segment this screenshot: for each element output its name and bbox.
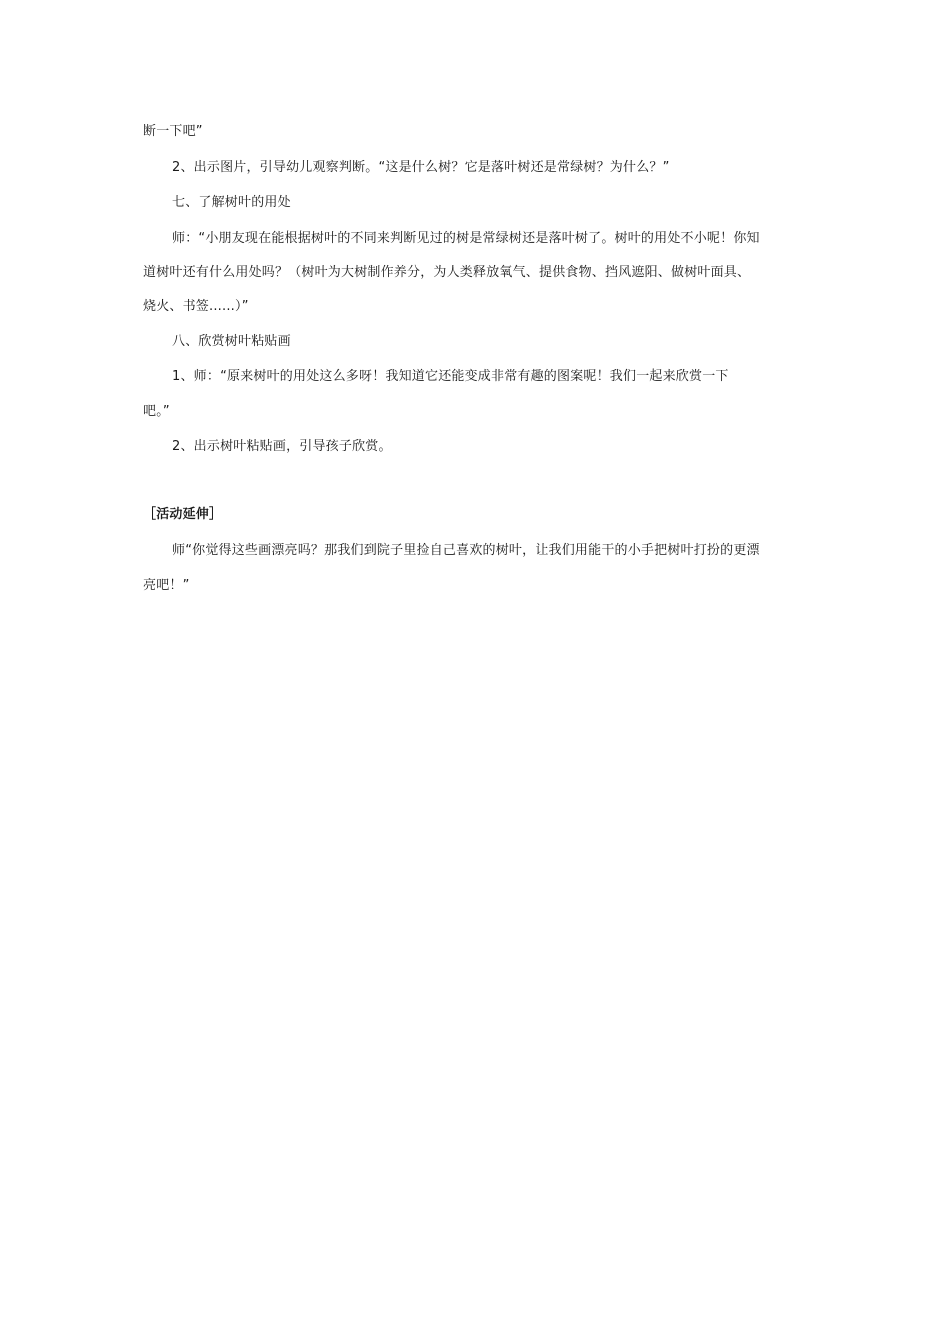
text-line-2: 2、出示图片，引导幼儿观察判断。“这是什么树？它是落叶树还是常绿树？为什么？” [172, 160, 670, 175]
section-heading-8: 八、欣赏树叶粘贴画 [172, 334, 291, 349]
text-line-13: 亮吧！” [143, 578, 190, 593]
text-line-10: 2、出示树叶粘贴画，引导孩子欣赏。 [172, 439, 392, 454]
text-line-6: 烧火、书签......）” [143, 299, 249, 314]
text-line-1: 断一下吧” [143, 124, 203, 139]
section-heading-7: 七、了解树叶的用处 [172, 195, 291, 210]
text-line-12: 师“你觉得这些画漂亮吗？那我们到院子里捡自己喜欢的树叶，让我们用能干的小手把树叶打扮的更漂 [172, 543, 760, 558]
text-line-4: 师：“小朋友现在能根据树叶的不同来判断见过的树是常绿树还是落叶树了。树叶的用处不小呢！你知 [172, 231, 760, 246]
text-line-5: 道树叶还有什么用处吗？（树叶为大树制作养分，为人类释放氧气、提供食物、挡风遮阳、做树叶面具、 [143, 265, 751, 280]
text-line-9: 吧。” [143, 404, 170, 419]
activity-extension-heading: ［活动延伸］ [143, 507, 223, 522]
text-line-8: 1、师：“原来树叶的用处这么多呀！我知道它还能变成非常有趣的图案呢！我们一起来欣赏一下 [172, 369, 729, 384]
